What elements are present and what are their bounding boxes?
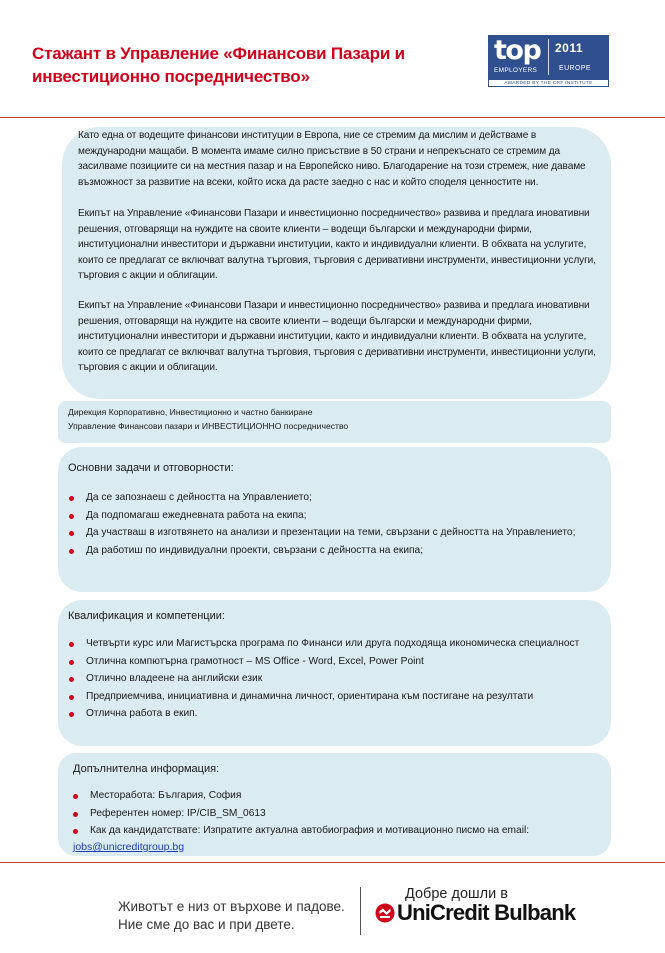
- email-link[interactable]: jobs@unicreditgroup.bg: [73, 841, 185, 853]
- bullet-icon: [69, 677, 74, 682]
- unicredit-logo-icon: [375, 903, 395, 923]
- bullet-icon: [69, 660, 74, 665]
- intro-paragraph: Екипът на Управление «Финансови Пазари и инвестиционно посредничество» развива и предлага иновативни решения, отговарящи на нуждите на своите клиенти – водещи български и международни фирми, институционални инвеститори и държавни институции, както и индивидуални клиенти. В обхвата на услугите, които се предлагат се включват валутна търговия, търговия с деривативни инструменти, инвестиционни услуги, търговия с акции и облигации.: [78, 208, 596, 281]
- bullet-icon: [69, 712, 74, 717]
- bullet-icon: [69, 514, 74, 519]
- intro-paragraph: Екипът на Управление «Финансови Пазари и инвестиционно посредничество» развива и предлага иновативни решения, отговарящи на нуждите на своите клиенти – водещи български и международни фирми, институционални инвеститори и държавни институции, както и индивидуални клиенти. В обхвата на услугите, които се предлагат се включват валутна търговия, търговия с деривативни инструменти, инвестиционни услуги, търговия с акции и облигации.: [78, 300, 596, 373]
- badge-divider: [548, 39, 549, 75]
- badge-awarded: AWARDED BY THE CRF INSTITUTE: [488, 79, 609, 87]
- department-panel: [58, 401, 611, 443]
- badge-top-word: top: [494, 35, 541, 66]
- bullet-icon: [69, 531, 74, 536]
- info-list: [72, 787, 529, 840]
- duties-panel: [58, 447, 611, 592]
- bullet-icon: [69, 642, 74, 647]
- list-item: Месторабота: България, София: [72, 787, 529, 805]
- top-employers-badge: [488, 35, 609, 87]
- department-line: Управление Финансови пазари и ИНВЕСТИЦИОННО посредничество: [68, 421, 349, 431]
- qualifications-list: [68, 635, 579, 723]
- info-heading: Допълнителна информация:: [73, 763, 220, 775]
- badge-region: EUROPE: [559, 65, 591, 72]
- duties-heading: Основни задачи и отговорности:: [68, 462, 234, 474]
- footer-divider: [0, 862, 665, 863]
- intro-paragraph: Като една от водещите финансови институции в Европа, ние се стремим да мислим и действаме в международни мащаби. В момента имаме силно присъствие в 50 страни и непрекъснато се стремим да засилваме позициите си на местния пазар и на Европейско ниво. Благодарение на този стремеж, ние даваме възможност за развитие на всеки, който иска да расте заедно с нас и който споделя ценностите ни.: [78, 130, 586, 188]
- footer-brand: [397, 900, 575, 926]
- duties-list: [68, 489, 575, 559]
- list-item: Четвърти курс или Магистърска програма по Финанси или друга подходяща икономическа специалност: [68, 635, 579, 653]
- list-item: Отлично владеене на английски език: [68, 670, 579, 688]
- list-item: Предприемчива, инициативна и динамична личност, ориентирана към постигане на резултати: [68, 688, 579, 706]
- bullet-icon: [73, 812, 78, 817]
- list-item: Референтен номер: IP/CIB_SM_0613: [72, 805, 529, 823]
- header-divider: [0, 117, 665, 118]
- bullet-icon: [69, 549, 74, 554]
- list-item: Отлична работа в екип.: [68, 705, 579, 723]
- page-title: Стажант в Управление «Финансови Пазари и инвестиционно посредничество»: [32, 44, 405, 86]
- slogan-line: Животът е низ от върхове и падове.: [118, 899, 345, 914]
- bullet-icon: [73, 794, 78, 799]
- list-item: Да участваш в изготвянето на анализи и презентации на теми, свързани с дейността на Управлението;: [68, 524, 575, 542]
- footer-separator: [360, 887, 361, 935]
- list-item: Как да кандидатствате: Изпратите актуална автобиография и мотивационно писмо на email:: [72, 822, 529, 840]
- list-item: Да работиш по индивидуални проекти, свързани с дейността на екипа;: [68, 542, 575, 560]
- bullet-icon: [69, 695, 74, 700]
- footer-slogan: [118, 898, 345, 934]
- list-item: Да се запознаеш с дейността на Управлението;: [68, 489, 575, 507]
- badge-year: 2011: [555, 41, 584, 55]
- bullet-icon: [73, 829, 78, 834]
- footer-welcome: Добре дошли в: [405, 886, 508, 902]
- brand-unicredit: UniCredit: [397, 900, 489, 925]
- list-item: Отлична компютърна грамотност – MS Office - Word, Excel, Power Point: [68, 653, 579, 671]
- department-line: Дирекция Корпоративно, Инвестиционно и частно банкиране: [68, 407, 313, 417]
- qualifications-panel: [58, 600, 611, 746]
- intro-panel: [62, 127, 611, 399]
- slogan-line: Ние сме до вас и при двете.: [118, 917, 295, 932]
- list-item: Да подпомагаш ежедневната работа на екипа;: [68, 507, 575, 525]
- qualifications-heading: Квалификация и компетенции:: [68, 610, 225, 622]
- bullet-icon: [69, 496, 74, 501]
- brand-bulbank: Bulbank: [494, 900, 576, 925]
- badge-employers: EMPLOYERS: [494, 67, 538, 74]
